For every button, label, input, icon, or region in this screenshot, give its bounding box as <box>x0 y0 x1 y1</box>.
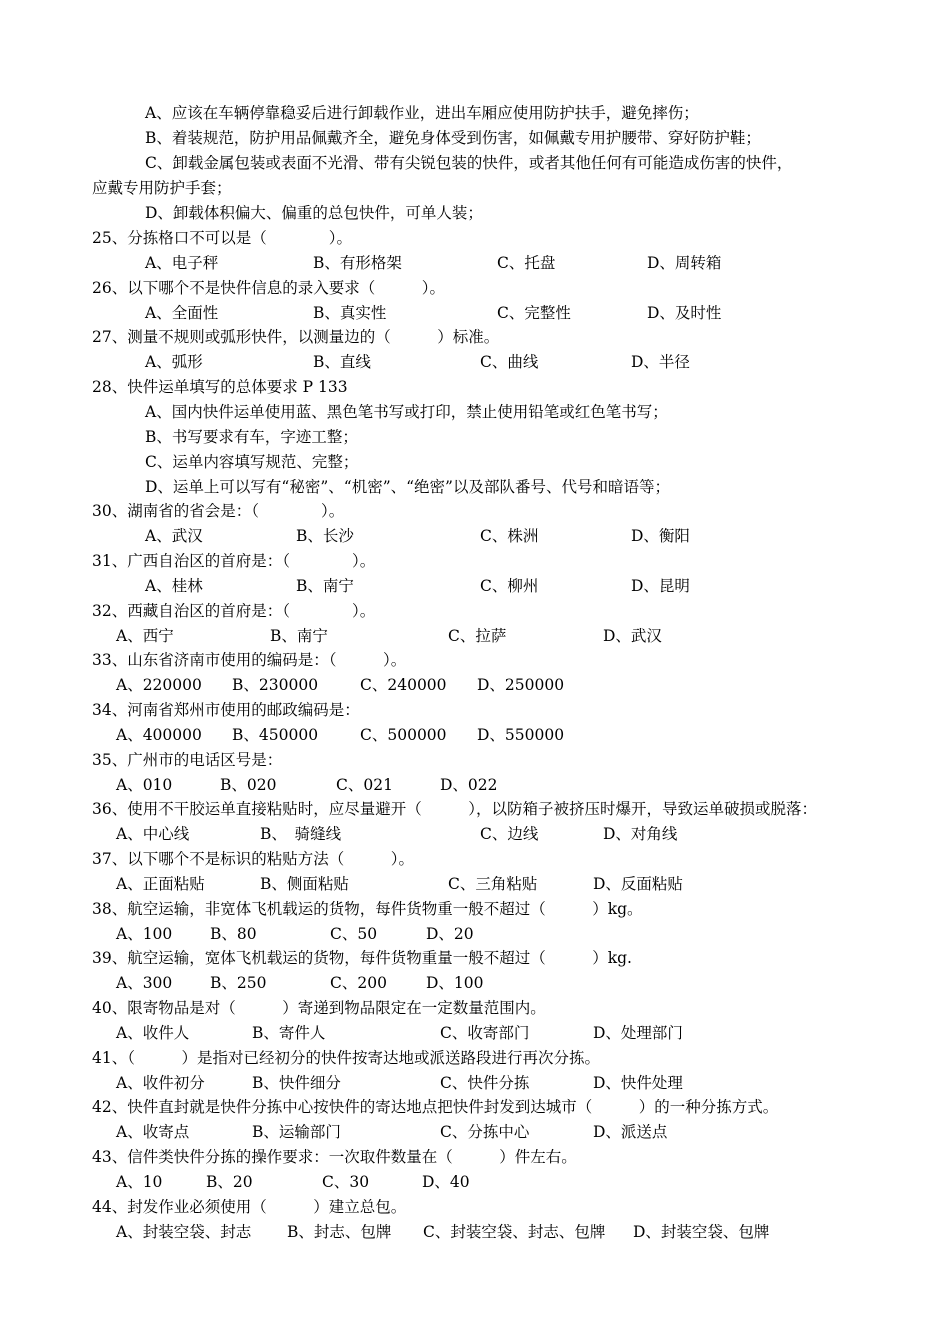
text-line: C、卸载金属包装或表面不光滑、带有尖锐包装的快件，或者其他任何有可能造成伤害的快件， <box>145 154 793 172</box>
option-b: B、直线 <box>313 353 371 371</box>
option-d: D、周转箱 <box>647 254 722 272</box>
question-line: 25、分拣格口不可以是（ ）。 <box>92 229 352 247</box>
option-b: B、20 <box>206 1173 253 1191</box>
option-b: B、230000 <box>232 676 319 694</box>
option-c: C、封装空袋、封志、包牌 <box>423 1223 606 1241</box>
option-b: B、快件细分 <box>252 1074 341 1092</box>
option-d: D、250000 <box>477 676 565 694</box>
option-b: B、南宁 <box>296 577 354 595</box>
option-a: A、中心线 <box>116 825 190 843</box>
option-d: D、快件处理 <box>593 1074 683 1092</box>
question-line: 38、航空运输，非宽体飞机载运的货物，每件货物重一般不超过（ ）kg。 <box>92 900 643 918</box>
option-c: C、200 <box>330 974 387 992</box>
question-line: 39、航空运输，宽体飞机载运的货物，每件货物重量一般不超过（ ）kg. <box>92 949 632 967</box>
option-a: A、10 <box>116 1173 163 1191</box>
option-a: A、全面性 <box>145 304 219 322</box>
option-a: A、100 <box>116 925 173 943</box>
option-d: D、武汉 <box>603 627 662 645</box>
option-b: B、020 <box>220 776 277 794</box>
question-line: 28、快件运单填写的总体要求 P 133 <box>92 378 348 396</box>
question-line: 31、广西自治区的首府是：（ ）。 <box>92 552 376 570</box>
option-b: B、250 <box>210 974 267 992</box>
option-a: A、010 <box>116 776 173 794</box>
question-line: 37、以下哪个不是标识的粘贴方法（ ）。 <box>92 850 414 868</box>
option-d: D、100 <box>426 974 484 992</box>
option-d: D、对角线 <box>603 825 678 843</box>
option-a: A、弧形 <box>145 353 203 371</box>
option-d: D、550000 <box>477 726 565 744</box>
option-c: C、240000 <box>360 676 447 694</box>
option-c: C、快件分拣 <box>440 1074 530 1092</box>
question-line: 36、使用不干胶运单直接粘贴时，应尽量避开（ ），以防箱子被挤压时爆开，导致运单破损或脱落： <box>92 800 817 818</box>
option-c: C、50 <box>330 925 378 943</box>
question-line: 26、以下哪个不是快件信息的录入要求（ ）。 <box>92 279 445 297</box>
option-a: A、300 <box>116 974 173 992</box>
option-d: D、封装空袋、包牌 <box>633 1223 770 1241</box>
text-line: C、运单内容填写规范、完整； <box>145 453 359 471</box>
option-c: C、株洲 <box>480 527 539 545</box>
option-c: C、托盘 <box>497 254 556 272</box>
option-c: C、收寄部门 <box>440 1024 530 1042</box>
option-d: D、022 <box>440 776 498 794</box>
option-b: B、450000 <box>232 726 319 744</box>
option-b: B、南宁 <box>270 627 328 645</box>
option-d: D、反面粘贴 <box>593 875 683 893</box>
option-b: B、80 <box>210 925 257 943</box>
text-line: 应戴专用防护手套； <box>92 179 232 197</box>
option-d: D、派送点 <box>593 1123 668 1141</box>
question-line: 44、封发作业必须使用（ ）建立总包。 <box>92 1198 407 1216</box>
option-b: B、真实性 <box>313 304 387 322</box>
option-c: C、完整性 <box>497 304 571 322</box>
option-c: C、曲线 <box>480 353 539 371</box>
option-d: D、昆明 <box>631 577 690 595</box>
option-b: B、封志、包牌 <box>287 1223 392 1241</box>
option-b: B、有形格架 <box>313 254 402 272</box>
option-d: D、20 <box>426 925 474 943</box>
option-c: C、边线 <box>480 825 539 843</box>
option-a: A、武汉 <box>145 527 203 545</box>
text-line: B、着装规范，防护用品佩戴齐全，避免身体受到伤害，如佩戴专用护腰带、穿好防护鞋； <box>145 129 761 147</box>
question-line: 27、测量不规则或弧形快件，以测量边的（ ）标准。 <box>92 328 500 346</box>
question-line: 40、限寄物品是对（ ）寄递到物品限定在一定数量范围内。 <box>92 999 546 1017</box>
option-a: A、西宁 <box>116 627 174 645</box>
question-line: 41、（ ）是指对已经初分的快件按寄达地或派送路段进行再次分拣。 <box>92 1049 600 1067</box>
option-c: C、30 <box>322 1173 370 1191</box>
text-line: A、国内快件运单使用蓝、黑色笔书写或打印，禁止使用铅笔或红色笔书写； <box>145 403 668 421</box>
option-d: D、40 <box>422 1173 470 1191</box>
option-b: B、侧面粘贴 <box>260 875 349 893</box>
question-line: 42、快件直封就是快件分拣中心按快件的寄达地点把快件封发到达城市（ ）的一种分拣方式。 <box>92 1098 779 1116</box>
option-c: C、021 <box>336 776 393 794</box>
option-c: C、500000 <box>360 726 447 744</box>
option-d: D、及时性 <box>647 304 722 322</box>
option-a: A、收件初分 <box>116 1074 205 1092</box>
option-a: A、桂林 <box>145 577 203 595</box>
option-a: A、收件人 <box>116 1024 190 1042</box>
option-c: C、分拣中心 <box>440 1123 530 1141</box>
text-line: B、书写要求有车，字迹工整； <box>145 428 358 446</box>
question-line: 30、湖南省的省会是：（ ）。 <box>92 502 345 520</box>
option-d: D、半径 <box>631 353 690 371</box>
question-line: 34、河南省郑州市使用的邮政编码是： <box>92 701 360 719</box>
option-c: C、柳州 <box>480 577 539 595</box>
question-line: 43、信件类快件分拣的操作要求：一次取件数量在（ ）件左右。 <box>92 1148 577 1166</box>
text-line: D、运单上可以写有“秘密”、“机密”、“绝密”以及部队番号、代号和暗语等； <box>145 478 670 496</box>
option-b: B、运输部门 <box>252 1123 341 1141</box>
option-a: A、220000 <box>116 676 202 694</box>
option-d: D、处理部门 <box>593 1024 683 1042</box>
text-line: D、卸载体积偏大、偏重的总包快件，可单人装； <box>145 204 483 222</box>
option-c: C、三角粘贴 <box>448 875 538 893</box>
option-d: D、衡阳 <box>631 527 690 545</box>
question-line: 33、山东省济南市使用的编码是：（ ）。 <box>92 651 407 669</box>
option-a: A、电子秤 <box>145 254 219 272</box>
option-a: A、封装空袋、封志 <box>116 1223 252 1241</box>
question-line: 35、广州市的电话区号是： <box>92 751 283 769</box>
option-b: B、 骑缝线 <box>260 825 342 843</box>
option-a: A、正面粘贴 <box>116 875 205 893</box>
question-line: 32、西藏自治区的首府是：（ ）。 <box>92 602 376 620</box>
text-line: A、应该在车辆停靠稳妥后进行卸载作业，进出车厢应使用防护扶手，避免摔伤； <box>145 104 699 122</box>
option-a: A、收寄点 <box>116 1123 190 1141</box>
option-c: C、拉萨 <box>448 627 507 645</box>
option-b: B、寄件人 <box>252 1024 326 1042</box>
option-a: A、400000 <box>116 726 202 744</box>
option-b: B、长沙 <box>296 527 354 545</box>
